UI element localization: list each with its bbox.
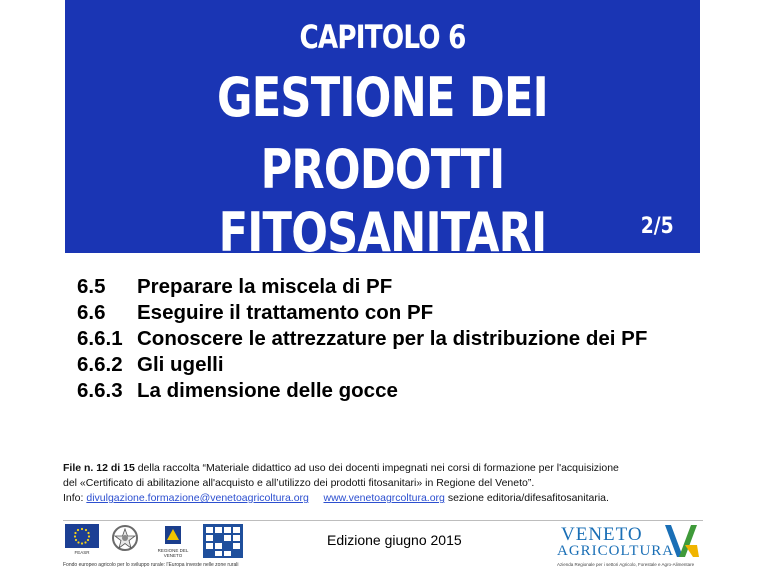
- va-leaf-icon: [663, 521, 701, 561]
- toc-number: 6.6: [77, 301, 106, 324]
- toc-label: Eseguire il trattamento con PF: [137, 301, 434, 324]
- chapter-label: CAPITOLO 6: [299, 18, 466, 56]
- part-indicator: 2/5: [641, 214, 674, 239]
- brand-name-top: VENETO: [561, 524, 643, 545]
- eu-flag-logo: [65, 524, 99, 553]
- veneto-agricoltura-logo: [553, 521, 703, 573]
- eu-flag-icon: [65, 524, 99, 548]
- toc-item: [77, 352, 717, 378]
- brand-name-bottom: AGRICOLTURA: [557, 543, 675, 559]
- eu-caption: FEASR: [74, 550, 90, 555]
- email-link[interactable]: divulgazione.formazione@venetoagricoltura.org: [86, 492, 309, 504]
- toc-label: La dimensione delle gocce: [137, 379, 398, 402]
- info-prefix: Info:: [63, 492, 87, 504]
- veneto-caption: REGIONE DEL VENETO: [157, 548, 189, 558]
- psr-logo: [203, 524, 243, 563]
- funding-statement: Fondo europeo agricolo per lo sviluppo rurale: l'Europa investe nelle zone rurali: [63, 562, 239, 568]
- title-line-2: PRODOTTI FITOSANITARI: [218, 138, 547, 264]
- veneto-region-logo: [149, 524, 197, 558]
- lion-icon: [149, 524, 197, 550]
- toc-number: 6.5: [77, 275, 106, 298]
- title-banner: [65, 0, 700, 264]
- title-line-1: GESTIONE DEI: [217, 66, 548, 129]
- italy-emblem-icon: [108, 524, 142, 554]
- toc-number: 6.6.3: [77, 379, 123, 402]
- italy-emblem-logo: [108, 524, 142, 559]
- toc-item: [77, 300, 717, 326]
- toc-number: 6.6.1: [77, 327, 123, 350]
- section-text: sezione editoria/difesafitosanitaria.: [444, 492, 609, 504]
- brand-tagline: Azienda Regionale per i settori Agricolo, Forestale e Agro-Alimentare: [557, 562, 695, 567]
- psr-grid-icon: [203, 524, 243, 558]
- description-line-1: della raccolta “Materiale didattico ad uso dei docenti impegnati nei corsi di formazione per l'acquisizione: [134, 462, 619, 474]
- edition-label: Edizione giugno 2015: [327, 532, 462, 548]
- toc-item: [77, 274, 717, 300]
- toc-item: [77, 326, 717, 352]
- toc-label: Preparare la miscela di PF: [137, 275, 393, 298]
- website-link[interactable]: www.venetoagrcoltura.org: [323, 492, 445, 504]
- toc-number: 6.6.2: [77, 353, 123, 376]
- file-label: File n. 12 di 15: [63, 462, 135, 474]
- description-line-2: del «Certificato di abilitazione all'acquisto e all’utilizzo dei prodotti fitosanitari» in Regione del Veneto”.: [63, 477, 535, 489]
- info-paragraph: [63, 461, 713, 506]
- toc-label: Conoscere le attrezzature per la distribuzione dei PF: [137, 327, 648, 350]
- toc-label: Gli ugelli: [137, 353, 224, 376]
- table-of-contents: [77, 274, 717, 404]
- toc-item: [77, 378, 717, 404]
- partner-logos: [63, 522, 245, 568]
